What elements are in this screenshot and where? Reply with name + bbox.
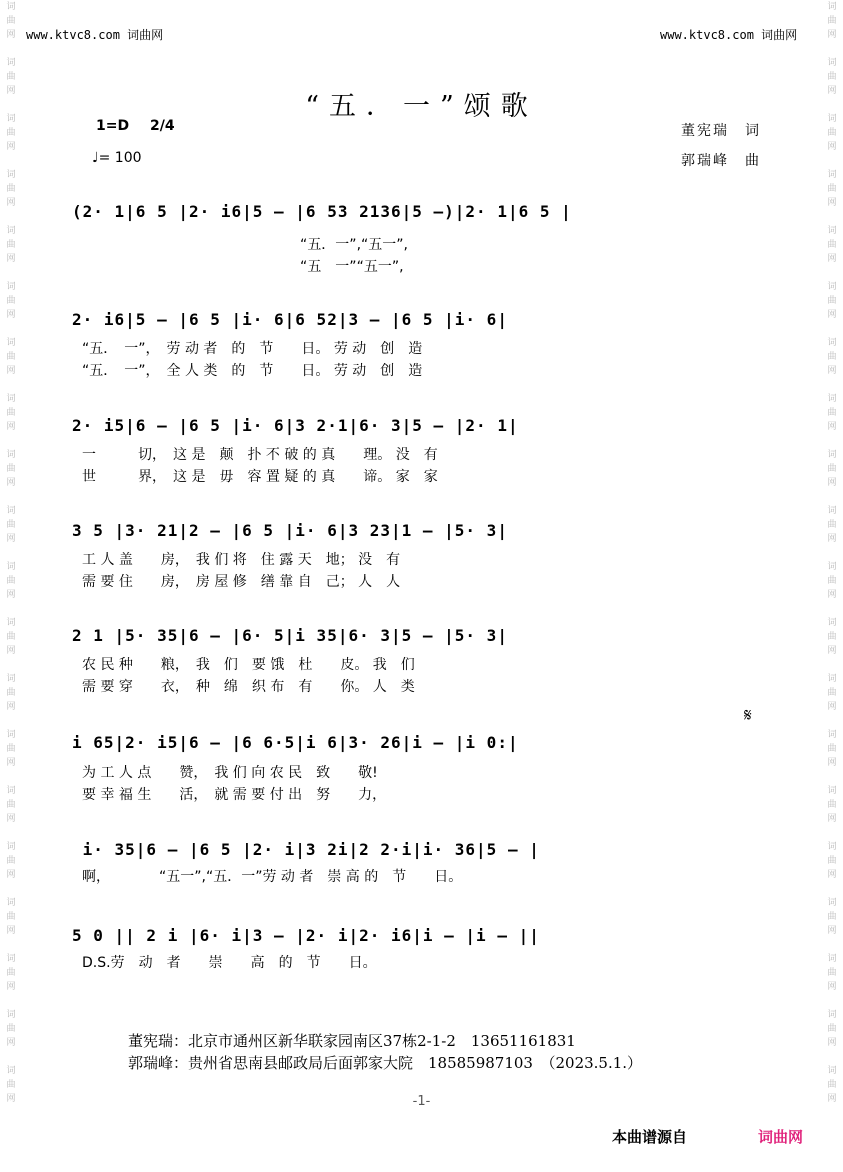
footer-contact-composer: 郭瑞峰：贵州省思南县邮政局后面郭家大院 18585987103 （2023.5.1.）	[128, 1054, 643, 1072]
score-row-8: 5 0 || 2 i |6· i|3 – |2· i|2· i6|i – |i – ||	[72, 926, 540, 945]
lyric-row-4-verse-1: 工 人 盖 房， 我 们 将 住 露 天 地； 没 有	[82, 552, 401, 568]
score-row-3: 2· i5|6 – |6 5 |i· 6|3 2·1|6· 3|5 – |2· 1|	[72, 416, 519, 435]
segno-sign: 𝄋	[744, 705, 752, 726]
lyric-row-3-verse-2: 世 界， 这 是 毋 容 置 疑 的 真 谛。 家 家	[82, 469, 438, 485]
lyric-row-5-verse-1: 农 民 种 粮， 我 们 要 饿 杜 皮。 我 们	[82, 657, 415, 673]
lyric-row-6-verse-2: 要 幸 福 生 活， 就 需 要 付 出 努 力，	[82, 787, 387, 803]
score-row-6: i 65|2· i5|6 – |6 6·5|i 6|3· 26|i – |i 0:|	[72, 733, 519, 752]
footer-contact-lyricist: 董宪瑞：北京市通州区新华联家园南区37栋2-1-2 13651161831	[128, 1032, 576, 1050]
page-number: -1-	[412, 1094, 431, 1109]
lyric-row-2-verse-1: “五． 一”， 劳 动 者 的 节 日。 劳 动 创 造	[82, 341, 423, 357]
score-row-5: 2 1 |5· 35|6 – |6· 5|i 35|6· 3|5 – |5· 3|	[72, 626, 508, 645]
lyric-row-2-verse-2: “五． 一”， 全 人 类 的 节 日。 劳 动 创 造	[82, 363, 423, 379]
lyric-row-8: D.S.劳 动 者 崇 高 的 节 日。	[82, 955, 377, 971]
score-row-1: (2· 1|6 5 |2· i6|5 – |6 53 2136|5 –)|2· 1|6 5 |	[72, 202, 572, 221]
watermark-right: 词 曲 网 词 曲 网 词 曲 网 词 曲 网 词 曲 网 词 曲 网 词 曲 网 词 曲 网 词 曲 网 词 曲 网 词 曲 网 词 曲 网 词 曲 网 词 曲 网 词 曲 网 词 曲 网 词 曲 网 词 曲 网 词 曲 网 词 曲 网	[827, 2, 837, 1104]
header-url-right[interactable]: www.ktvc8.com 词曲网	[660, 28, 798, 42]
lyric-row-7: 啊， “五一”,“五．一”劳 动 者 崇 高 的 节 日。	[82, 869, 463, 885]
lyric-row-5-verse-2: 需 要 穿 衣， 种 绵 织 布 有 你。 人 类	[82, 679, 415, 695]
composer-credit: 郭瑞峰 曲	[681, 153, 761, 169]
song-title: “五．一”颂歌	[305, 91, 538, 122]
tempo-marking: ♩= 100	[92, 150, 142, 166]
lyric-row-6-verse-1: 为 工 人 点 赞， 我 们 向 农 民 致 敬!	[82, 765, 378, 781]
time-signature: 2/4	[150, 118, 175, 134]
source-site-link[interactable]: 词曲网	[758, 1128, 804, 1146]
header-url-left[interactable]: www.ktvc8.com 词曲网	[26, 28, 164, 42]
lyric-row-3-verse-1: 一 切， 这 是 颠 扑 不 破 的 真 理。 没 有	[82, 447, 438, 463]
lyricist-credit: 董宪瑞 词	[681, 123, 761, 139]
lyric-row-1-verse-1: “五．一”,“五一”,	[82, 237, 408, 253]
lyric-row-1-verse-2: “五 一”“五一”,	[82, 259, 404, 275]
key-signature: 1=D	[96, 118, 130, 134]
lyric-row-4-verse-2: 需 要 住 房， 房 屋 修 缮 靠 自 己； 人 人	[82, 574, 401, 590]
watermark-left: 词 曲 网 词 曲 网 词 曲 网 词 曲 网 词 曲 网 词 曲 网 词 曲 网 词 曲 网 词 曲 网 词 曲 网 词 曲 网 词 曲 网 词 曲 网 词 曲 网 词 曲 网 词 曲 网 词 曲 网 词 曲 网 词 曲 网 词 曲 网	[6, 2, 16, 1104]
source-label: 本曲谱源自	[612, 1128, 688, 1146]
score-row-2: 2· i6|5 – |6 5 |i· 6|6 52|3 – |6 5 |i· 6|	[72, 310, 508, 329]
score-row-7: i· 35|6 – |6 5 |2· i|3 2i|2 2·i|i· 36|5 – |	[72, 840, 540, 859]
score-row-4: 3 5 |3· 21|2 – |6 5 |i· 6|3 23|1 – |5· 3|	[72, 521, 508, 540]
